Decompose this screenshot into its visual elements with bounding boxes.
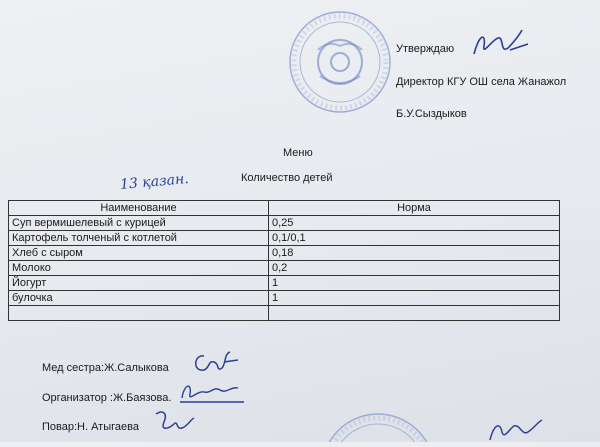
handwritten-date: 13 қазан.: [119, 171, 190, 193]
director-title: Директор КГУ ОШ села Жанажол: [396, 76, 567, 88]
approve-label: Утверждаю: [396, 43, 455, 55]
director-signature: [470, 28, 530, 66]
cell-norm: 0,18: [269, 246, 560, 261]
cell-norm: 1: [269, 276, 560, 291]
cook-label: Повар:Н. Атыгаева: [42, 421, 139, 433]
cell-name: Йогурт: [9, 276, 269, 291]
cell-norm: 0,2: [269, 261, 560, 276]
official-seal: [288, 10, 392, 114]
header-norm: Норма: [269, 201, 560, 216]
director-name: Б.У.Сыздыков: [396, 108, 467, 120]
cell-norm: 1: [269, 291, 560, 306]
nurse-label: Мед сестра:Ж.Салыкова: [42, 362, 169, 374]
cell-norm: 0,1/0,1: [269, 231, 560, 246]
children-count-label: Количество детей: [241, 172, 333, 184]
table-row: [9, 291, 560, 306]
table-row: [9, 231, 560, 246]
official-seal-bottom: [318, 410, 438, 442]
cell-name: Хлеб с сыром: [9, 246, 269, 261]
table-row: [9, 261, 560, 276]
cell-name: Суп вермишелевый с курицей: [9, 216, 269, 231]
organizer-signature: [178, 376, 248, 411]
cell-name: Картофель толченый с котлетой: [9, 231, 269, 246]
organizer-label: Организатор :Ж.Баязова.: [42, 392, 172, 404]
header-name: Наименование: [9, 201, 269, 216]
document-title: Меню: [283, 147, 313, 159]
cell-name: [9, 306, 269, 321]
cook-signature: [152, 408, 196, 443]
table-header-row: [9, 201, 560, 216]
menu-table: [8, 200, 560, 321]
table-row: [9, 306, 560, 321]
cell-name: Молоко: [9, 261, 269, 276]
table-row: [9, 276, 560, 291]
cell-norm: [269, 306, 560, 321]
cell-name: булочка: [9, 291, 269, 306]
cell-norm: 0,25: [269, 216, 560, 231]
table-row: [9, 216, 560, 231]
table-row: [9, 246, 560, 261]
bottom-signature: [486, 418, 546, 447]
